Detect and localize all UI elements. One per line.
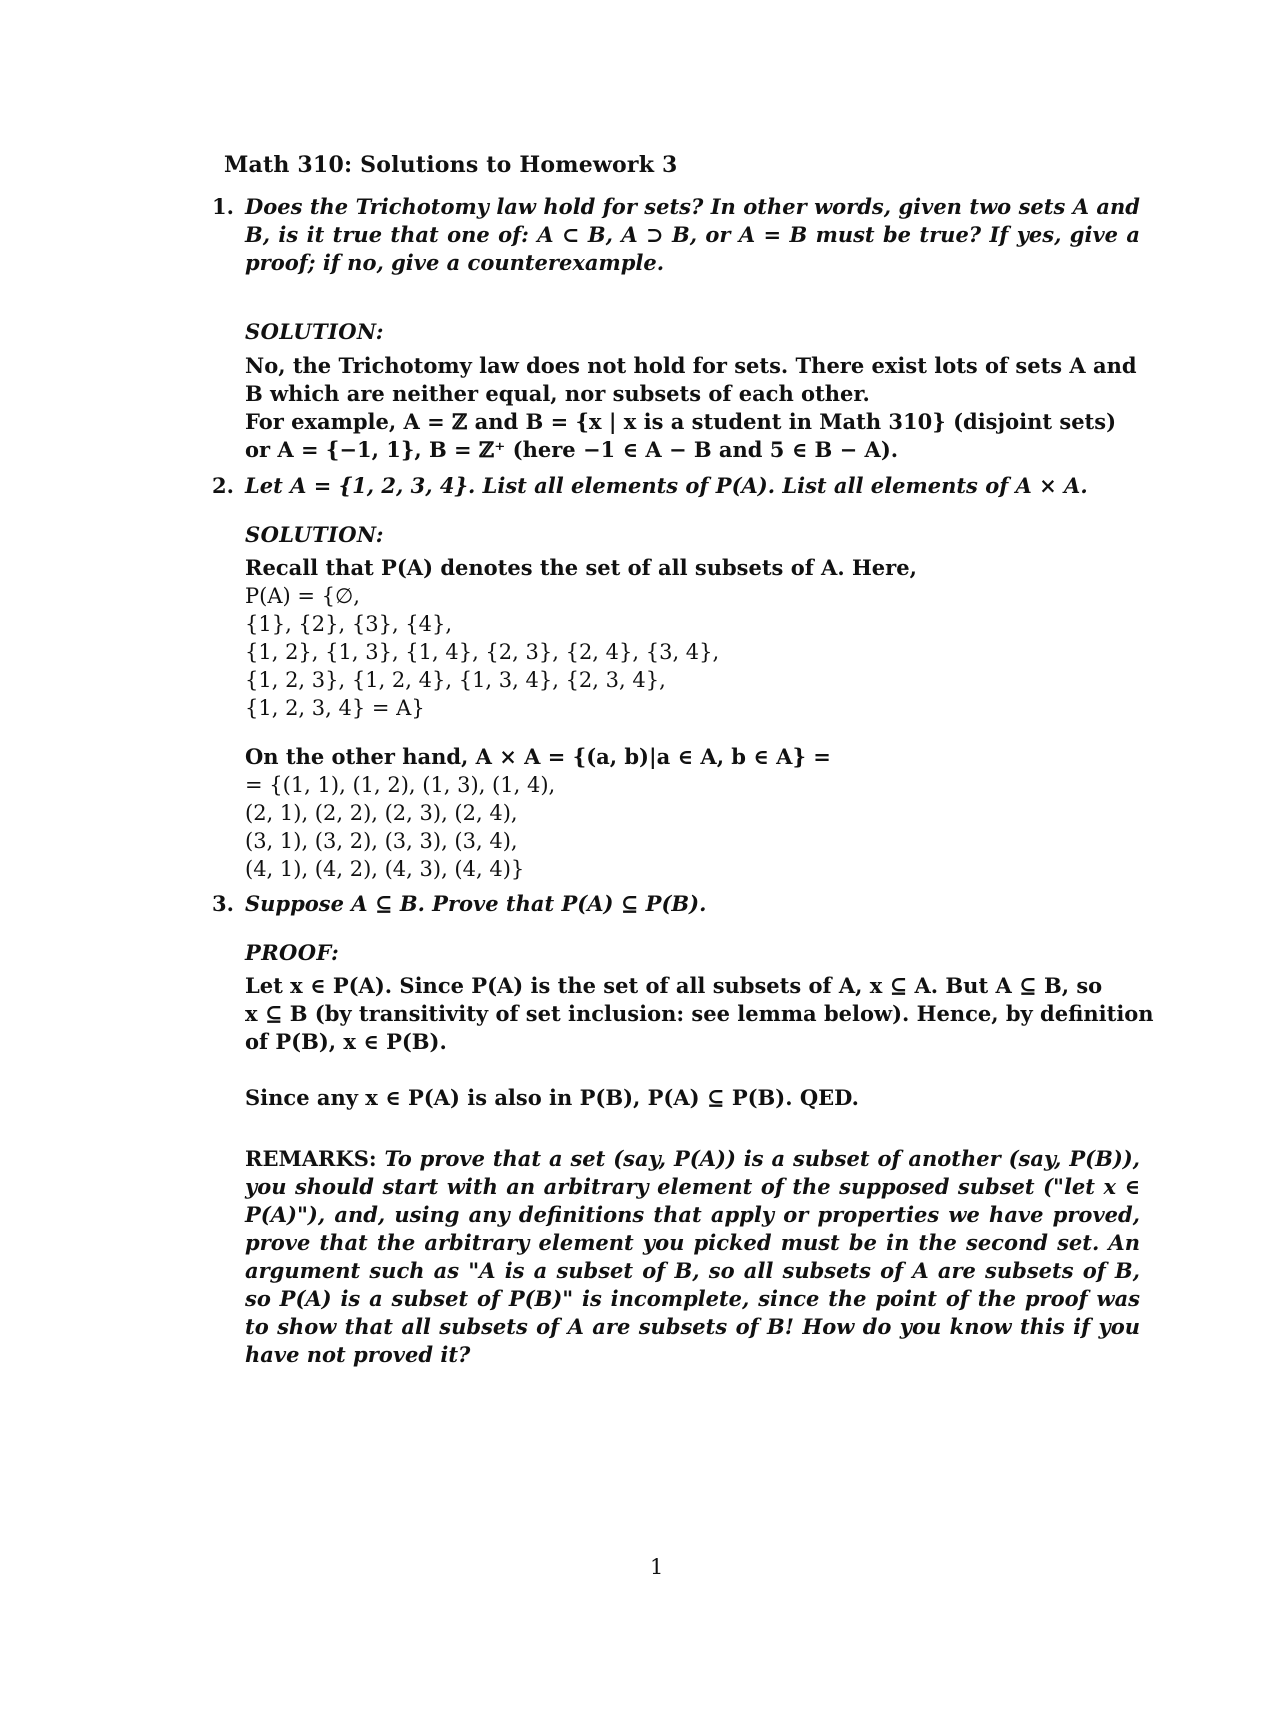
remarks-text: To prove that a set (say, P(A)) is a subset of another (say, P(B)), you should start with an arbitrary element of the supposed subset ("let x ∈ P(A)"), and, using any definitions that apply or properties we have proved, prove that the arbitrary element you picked must be in the second set. An argument such as "A is a subset of B, so all subsets of A are subsets of B, so P(A) is a subset of P(B)" is incomplete, since the point of the proof was to show that all subsets of A are subsets of B! How do you know this if you have not proved it? bbox=[245, 1146, 1140, 1367]
page-title: Math 310: Solutions to Homework 3 bbox=[224, 152, 678, 178]
power-set-listing bbox=[245, 582, 1140, 722]
text-line: Let x ∈ P(A). Since P(A) is the set of all subsets of A, x ⊆ A. But A ⊆ B, so bbox=[245, 973, 1103, 998]
math-line: {1}, {2}, {3}, {4}, bbox=[245, 612, 453, 636]
solution-2-body bbox=[245, 554, 1140, 722]
solution-2 bbox=[245, 521, 1140, 549]
text-line: On the other hand, A × A = {(a, b)|a ∈ A, b ∈ A} = bbox=[245, 744, 831, 769]
conclusion-line: Since any x ∈ P(A) is also in P(B), P(A) ⊆ P(B). QED. bbox=[245, 1085, 859, 1110]
problem-statement: Let A = {1, 2, 3, 4}. List all elements of P(A). List all elements of A × A. bbox=[245, 473, 1088, 498]
problem-1 bbox=[212, 193, 1140, 277]
proof-3 bbox=[245, 939, 1140, 967]
text-line: No, the Trichotomy law does not hold for sets. There exist lots of sets A and bbox=[245, 353, 1137, 378]
problem-number: 3. bbox=[212, 891, 234, 916]
remarks bbox=[245, 1145, 1140, 1369]
problem-number: 1. bbox=[212, 194, 234, 219]
proof-heading: PROOF: bbox=[245, 940, 340, 965]
text-line: of P(B), x ∈ P(B). bbox=[245, 1029, 447, 1054]
cartesian-product-listing bbox=[245, 771, 1140, 883]
solution-1 bbox=[245, 318, 1140, 346]
solution-2-product bbox=[245, 743, 1140, 883]
math-line: = {(1, 1), (1, 2), (1, 3), (1, 4), bbox=[245, 773, 556, 797]
math-line: {1, 2, 3}, {1, 2, 4}, {1, 3, 4}, {2, 3, 4}, bbox=[245, 668, 666, 692]
problem-2 bbox=[212, 472, 1140, 500]
text-line: x ⊆ B (by transitivity of set inclusion: see lemma below). Hence, by definition bbox=[245, 1001, 1154, 1026]
math-line: {1, 2}, {1, 3}, {1, 4}, {2, 3}, {2, 4}, {3, 4}, bbox=[245, 640, 720, 664]
problem-statement: Suppose A ⊆ B. Prove that P(A) ⊆ P(B). bbox=[245, 891, 707, 916]
text-line: or A = {−1, 1}, B = ℤ⁺ (here −1 ∈ A − B and 5 ∈ B − A). bbox=[245, 437, 899, 462]
math-line: (3, 1), (3, 2), (3, 3), (3, 4), bbox=[245, 829, 518, 853]
text-line: For example, A = ℤ and B = {x | x is a student in Math 310} (disjoint sets) bbox=[245, 409, 1117, 434]
math-line: {1, 2, 3, 4} = A} bbox=[245, 696, 425, 720]
remarks-label: REMARKS: bbox=[245, 1146, 377, 1171]
solution-heading: SOLUTION: bbox=[245, 319, 384, 344]
text-line: Recall that P(A) denotes the set of all subsets of A. Here, bbox=[245, 555, 917, 580]
text-line: B which are neither equal, nor subsets of each other. bbox=[245, 381, 870, 406]
proof-3-body bbox=[245, 972, 1154, 1056]
problem-number: 2. bbox=[212, 473, 234, 498]
math-line: P(A) = {∅, bbox=[245, 584, 360, 608]
page-number: 1 bbox=[650, 1555, 664, 1579]
math-line: (4, 1), (4, 2), (4, 3), (4, 4)} bbox=[245, 857, 525, 881]
solution-1-body bbox=[245, 352, 1140, 464]
problem-statement: Does the Trichotomy law hold for sets? In other words, given two sets A and B, is it true that one of: A ⊂ B, A ⊃ B, or A = B must be true? If yes, give a proof; if no, give a counterexample. bbox=[245, 194, 1140, 275]
solution-heading: SOLUTION: bbox=[245, 522, 384, 547]
problem-3 bbox=[212, 890, 1140, 918]
math-line: (2, 1), (2, 2), (2, 3), (2, 4), bbox=[245, 801, 518, 825]
proof-conclusion bbox=[245, 1084, 1140, 1112]
